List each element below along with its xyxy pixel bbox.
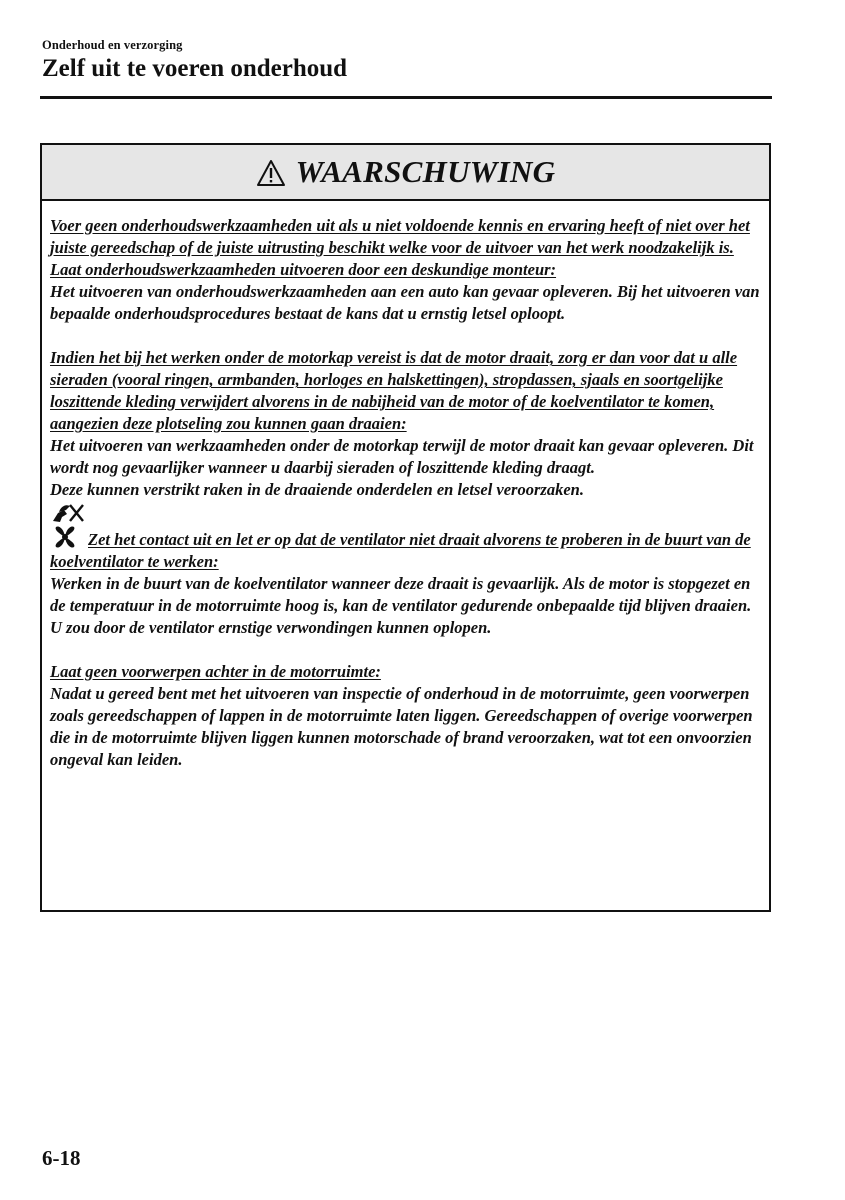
- no-hands-fan-icon: [50, 501, 86, 525]
- warning-heading: WAARSCHUWING: [295, 154, 556, 189]
- warning-text-4: Nadat u gereed bent met het uitvoeren van inspectie of onderhoud in de motorruimte, geen voorwerpen zoals gereedschappen of lappen in de motorruimte laten liggen. Gereedschappen of overige voorwerpen die in de motorruimte blijven liggen kunnen motorschade of brand veroorzaken, wat tot een onvoorzien ongeval kan leiden.: [50, 684, 753, 769]
- warning-lead-4: Laat geen voorwerpen achter in de motorruimte:: [50, 662, 381, 681]
- warning-body: [42, 201, 769, 771]
- warning-header: [42, 145, 769, 201]
- fan-icon: [50, 525, 80, 549]
- page-number: 6-18: [42, 1146, 81, 1170]
- warning-text-3: Werken in de buurt van de koelventilator wanneer deze draait is gevaarlijk. Als de motor is stopgezet en de temperatuur in de motorruimte hoog is, kan de ventilator gedurende onbepaalde tijd blijven draaien. U zou door de ventilator ernstige verwondingen kunnen oplopen.: [50, 574, 752, 637]
- warning-triangle-icon: [256, 159, 286, 187]
- warning-lead-2: Indien het bij het werken onder de motorkap vereist is dat de motor draait, zorg er dan voor dat u alle sieraden (vooral ringen, armbanden, horloges en halskettingen), stropdassen, sjaals en soortgelijke loszittende kleding verwijdert alvorens in de nabijheid van de motor of de koelventilator te komen, aangezien deze plotseling zou kunnen gaan draaien:: [50, 348, 738, 433]
- title-rule: [40, 96, 772, 99]
- warning-lead-3: Zet het contact uit en let er op dat de ventilator niet draait alvorens te proberen in de buurt van de koelventilator te werken:: [50, 530, 751, 571]
- warning-text-1: Het uitvoeren van onderhoudswerkzaamheden aan een auto kan gevaar opleveren. Bij het uitvoeren van bepaalde onderhoudsprocedures bestaat de kans dat u ernstig letsel oploopt.: [50, 282, 760, 323]
- warning-text-2: Het uitvoeren van werkzaamheden onder de motorkap terwijl de motor draait kan gevaar opleveren. Dit wordt nog gevaarlijker wanneer u daarbij sieraden of loszittende kleding draagt.: [50, 436, 754, 477]
- warning-text-2b: Deze kunnen verstrikt raken in de draaiende onderdelen en letsel veroorzaken.: [50, 480, 584, 499]
- page-title: Zelf uit te voeren onderhoud: [42, 55, 348, 82]
- warning-lead-1: Voer geen onderhoudswerkzaamheden uit als u niet voldoende kennis en ervaring heeft of niet over het juiste gereedschap of de juiste uitrusting beschikt welke voor de uitvoer van het werk noodzakelijk is. Laat onderhoudswerkzaamheden uitvoeren door een deskundige monteur:: [50, 216, 750, 279]
- section-label: Onderhoud en verzorging: [42, 38, 183, 52]
- warning-box: [40, 143, 771, 912]
